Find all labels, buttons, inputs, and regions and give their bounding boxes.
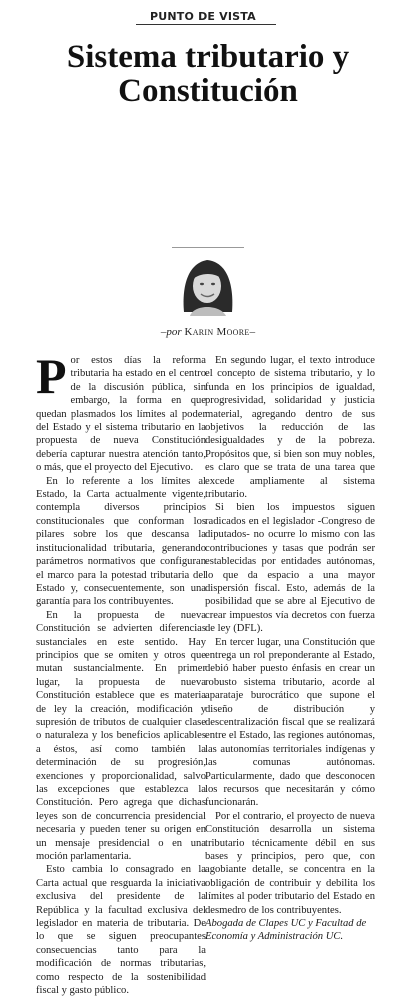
article-column-right [205,354,375,944]
section-label: PUNTO DE VISTA [150,10,256,23]
headline: Sistema tributario y Constitución [66,39,350,109]
paragraph-7: En tercer lugar, una Constitución que entrega un rol preponderante al Estado, debió haber puesto énfasis en crear un robusto sistema tributario, acorde al aparataje burocrático que supone el diseño de distribución y descentralización fiscal que se realizará entre el Estado, las regiones autónomas, las autonomías territoriales indígenas y las comunas autónomas. Particularmente, dado que desconocen los recursos que necesitarán y cómo funcionarán. [205,636,375,809]
paragraph-3: En la propuesta de nueva Constitución se advierten diferencias sustanciales en este sentido. Hay principios que se omiten y otros que mutan sustancialmente. En primer lugar, la propuesta de nueva Constitución establece que es materia de ley la creación, modificación y supresión de tributos de cualquier clase o naturaleza y los beneficios aplicables a éstos, así como también la determinación de su progresión, exenciones y proporcionalidad, salvo las excepciones que establezca la Constitución. Pero agrega que dichas leyes son de concurrencia presidencial necesaria y pueden tener su origen en un mensaje presidencial o en una moción parlamentaria. [36,609,206,863]
paragraph-5: En segundo lugar, el texto introduce el concepto de sistema tributario, y lo funda en los principios de igualdad, progresividad, solidaridad y justicia material, agregando dentro de sus objetivos la reducción de las desigualdades y de la pobreza. Propósitos que, si bien son muy nobles, es claro que se trata de una tarea que excede ampliamente al sistema tributario. [205,355,375,501]
photo-rule [172,247,244,248]
section-rule [136,24,276,25]
drop-cap: P [36,348,67,404]
author-portrait-image [176,250,238,316]
author-signature: Abogada de Clapes UC y Facultad de Economía y Administración UC. [205,918,367,943]
paragraph-2: En lo referente a los límites al Estado, la Carta actualmente vigente, contempla diversos principios constitucionales que conforman los pilares sobre los que descansa la institucionalidad tributaria, generando parámetros normativos que configuran el marco para la potestad tributaria del Estado y, consecuentemente, son una garantía para los contribuyentes. [36,475,206,608]
paragraph-8: Por el contrario, el proyecto de nueva Constitución desarrolla un sistema tributario técnicamente débil en sus bases y principios, pero que, con agobiante detalle, se concentra en la obligación de contribuir y debilita los límites al poder tributario del Estado en desmedro de los contribuyentes. [205,810,375,916]
paragraph-6: Si bien los impuestos siguen radicados en el legislador -Congreso de diputados- no ocurre lo mismo con las contribuciones y tasas que podrán ser establecidas por entidades autónomas, lo que da espacio a una mayor dispersión fiscal. Esto, además de la posibilidad que se abre al Ejecutivo de crear impuestos vía decretos con fuerza de ley (DFL). [205,502,375,635]
author-photo [176,250,238,316]
paragraph-1 [36,348,206,475]
byline [0,326,416,338]
article-column-left [36,348,206,998]
byline-suffix: – [249,326,256,338]
paragraph-1-text: or estos días la reforma tributaria ha estado en el centro de la discusión pública, sin embargo, la forma en que quedan plasmados los límites al poder del Estado y el sistema tributario en la propuesta de nueva Constitución debería capturar nuestra atención tanto, o más, que el proyecto del Ejecutivo. [36,355,206,474]
byline-prefix: –por [160,326,185,338]
paragraph-4: Esto cambia lo consagrado en la Carta actual que resguarda la iniciativa exclusiva del presidente de la República y la facultad exclusiva del legislador en materia de tributaria. De lo que se siguen preocupantes consecuencias tanto para la modificación de normas tributarias, como respecto de la sostenibilidad fiscal y gasto público. [36,864,206,997]
author-name: Karin Moore [184,326,250,338]
